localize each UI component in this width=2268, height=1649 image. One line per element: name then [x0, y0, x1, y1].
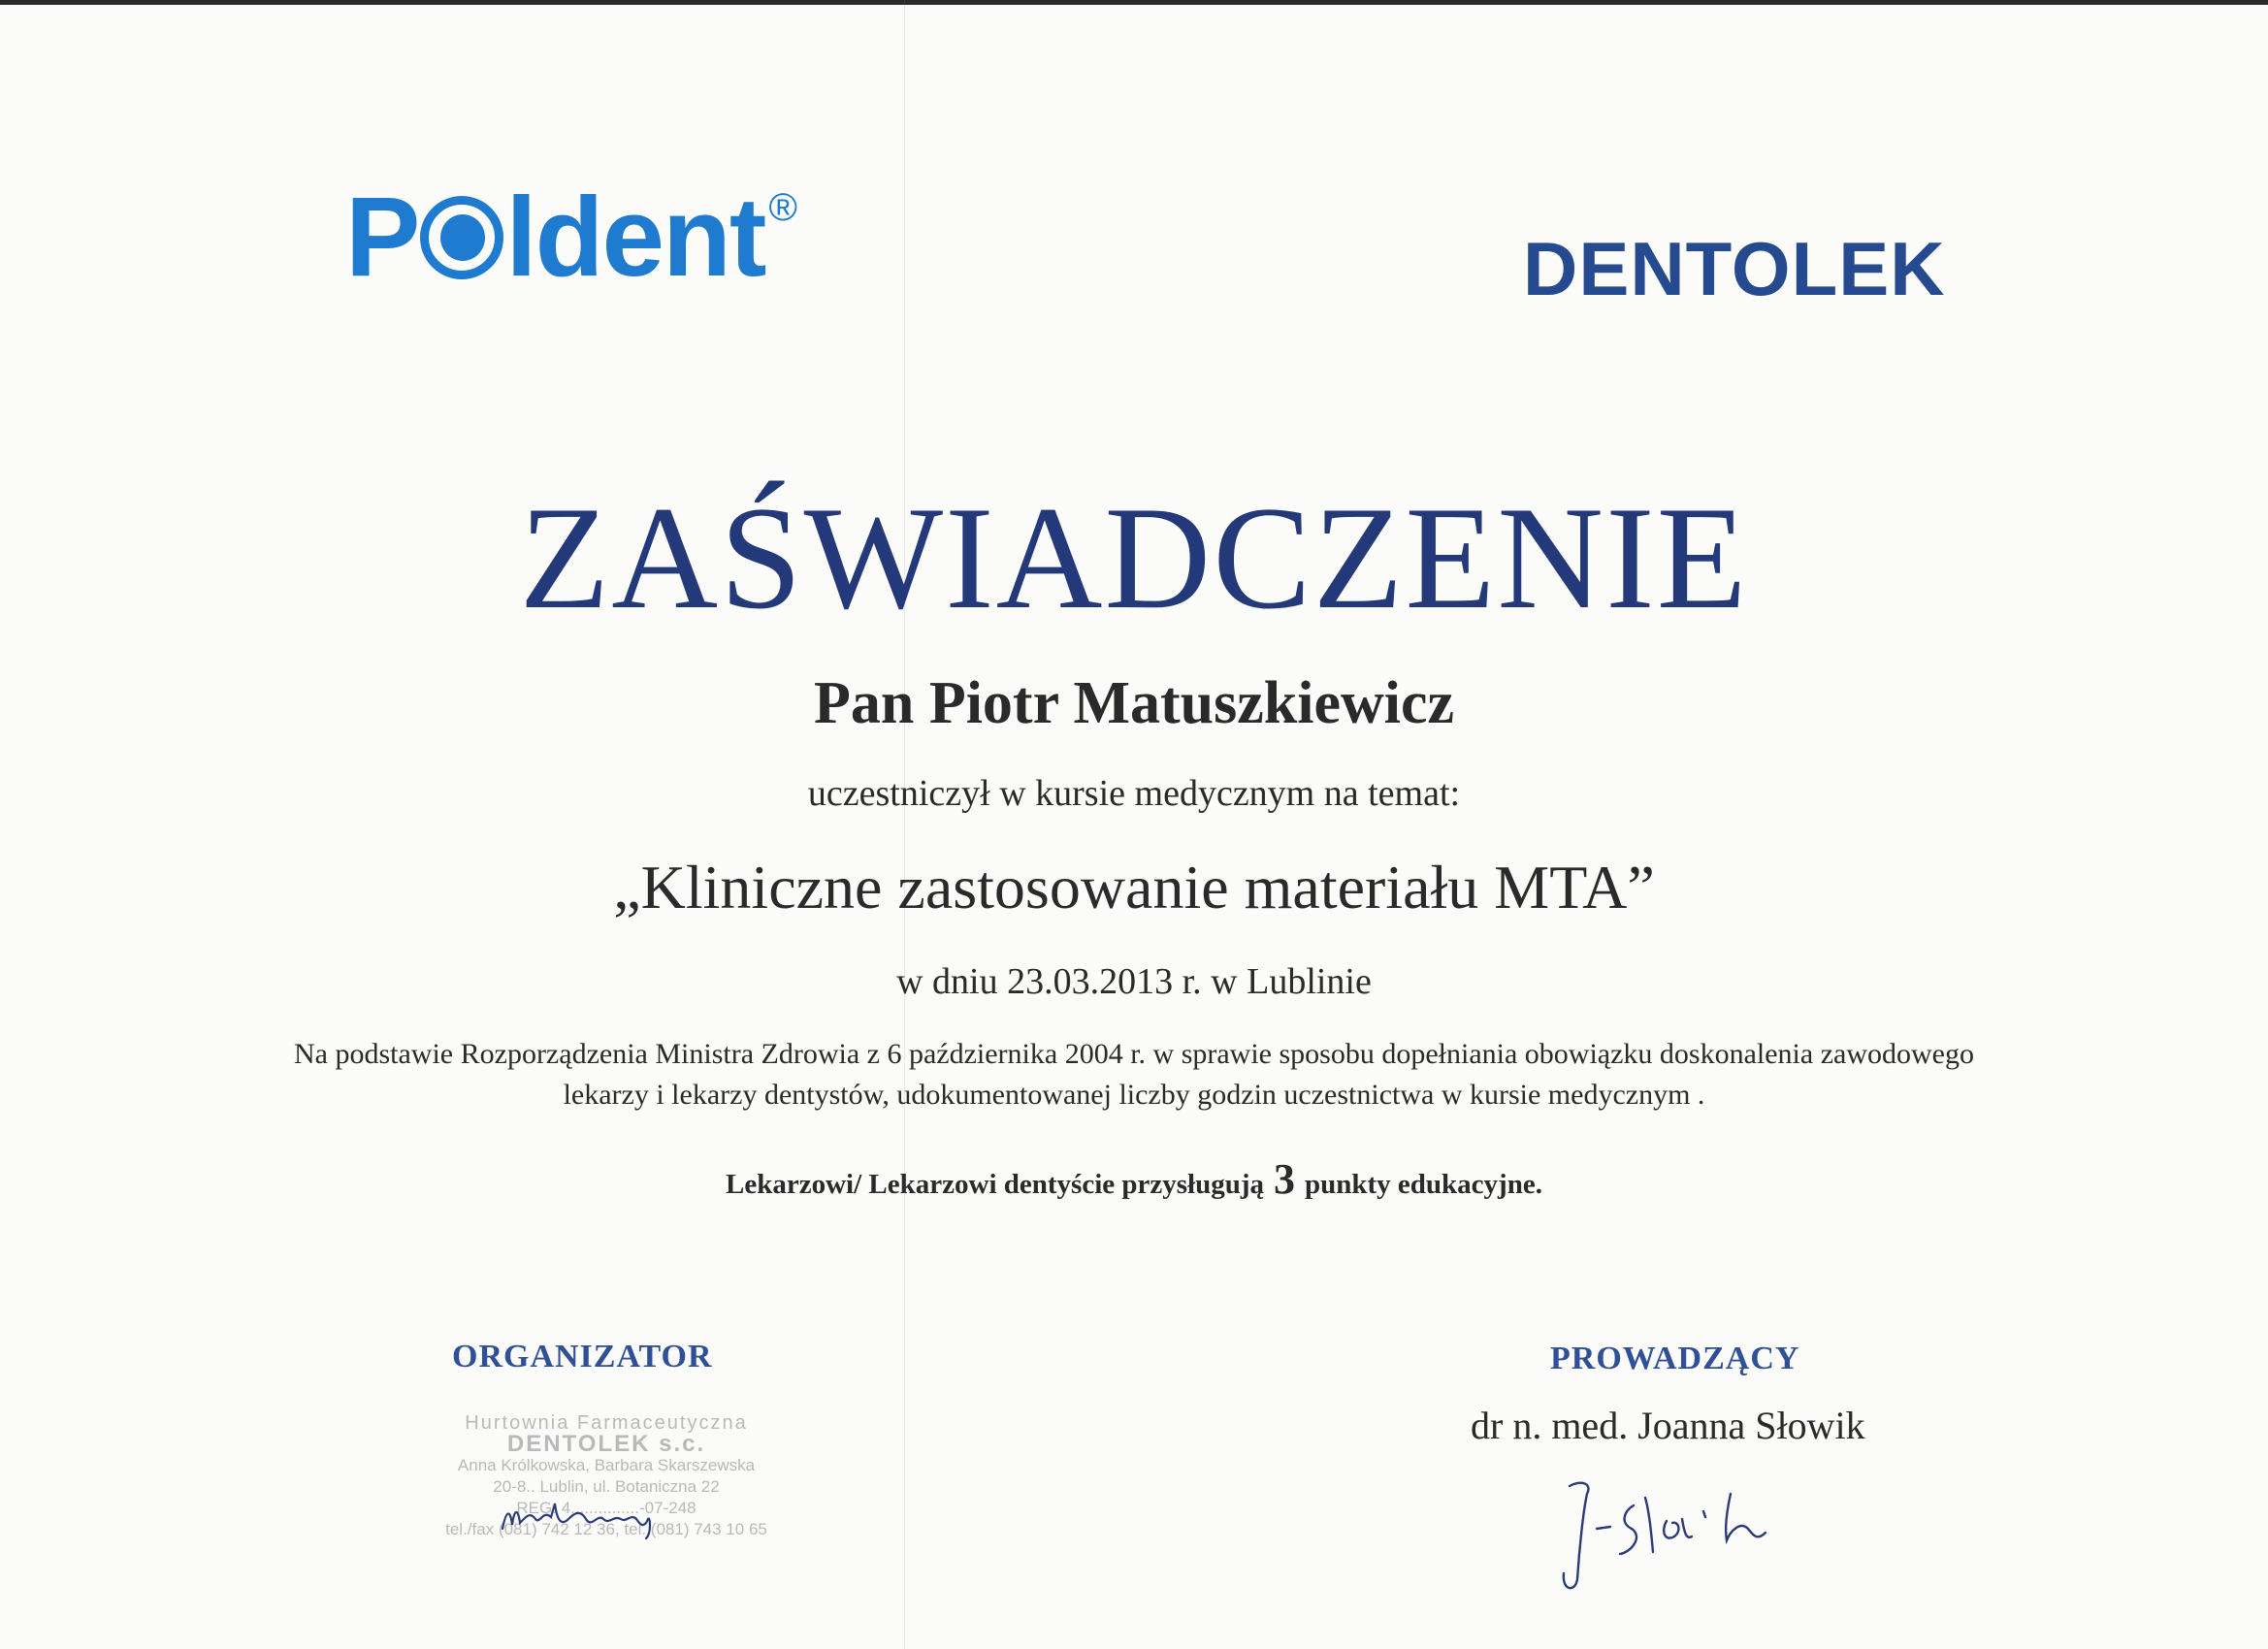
- points-text-after: punkty edukacyjne.: [1305, 1169, 1542, 1200]
- dentolek-logo: DENTOLEK: [1523, 226, 1946, 311]
- legal-basis: [146, 1034, 2122, 1116]
- certificate-title: ZAŚWIADCZENIE: [519, 476, 1749, 639]
- fold-line: [904, 0, 905, 1649]
- legal-line-2: lekarzy i lekarzy dentystów, udokumentowanej liczby godzin uczestnictwa w kursie medycznym .: [563, 1079, 1705, 1111]
- lecturer-name: dr n. med. Joanna Słowik: [1471, 1404, 1865, 1447]
- poldent-logo-text-end: ldent: [505, 174, 765, 300]
- stamp-line-4: 20-8.. Lublin, ul. Botaniczna 22: [493, 1477, 720, 1496]
- points-text-before: Lekarzowi/ Lekarzowi dentyście przysługują: [726, 1169, 1264, 1200]
- participation-text: uczestniczył w kursie medycznym na temat:: [807, 773, 1461, 814]
- organizer-label: ORGANIZATOR: [452, 1339, 713, 1374]
- stamp-line-2: DENTOLEK s.c.: [506, 1431, 706, 1457]
- stamp-line-3: Anna Królkowska, Barbara Skarszewska: [457, 1456, 756, 1474]
- education-points: [0, 1154, 2268, 1204]
- top-border: [0, 0, 2268, 5]
- poldent-logo-text-start: P: [345, 174, 419, 300]
- stamp-line-6: tel./fax (081) 742 12 36, tel. (081) 743 10 65: [445, 1520, 767, 1538]
- lecturer-label: PROWADZĄCY: [1550, 1341, 1800, 1376]
- stamp-line-5: REG. 4...............-07-248: [516, 1499, 697, 1517]
- legal-line-1: Na podstawie Rozporządzenia Ministra Zdrowia z 6 października 2004 r. w sprawie sposobu dopełniania obowiązku doskonalenia zawodowego: [294, 1038, 1974, 1070]
- poldent-tooth-icon: [420, 196, 503, 279]
- lecturer-signature: [1550, 1472, 1802, 1599]
- poldent-logo: [345, 174, 795, 300]
- recipient-name: Pan Piotr Matuszkiewicz: [813, 670, 1455, 736]
- organizer-signature: [497, 1490, 691, 1542]
- date-and-place: w dniu 23.03.2013 r. w Lublinie: [896, 961, 1372, 1002]
- course-title: „Kliniczne zastosowanie materiału MTA”: [613, 853, 1655, 922]
- points-value: 3: [1274, 1155, 1295, 1203]
- registered-mark: ®: [768, 186, 795, 229]
- stamp-line-1: Hurtownia Farmaceutyczna: [465, 1412, 748, 1434]
